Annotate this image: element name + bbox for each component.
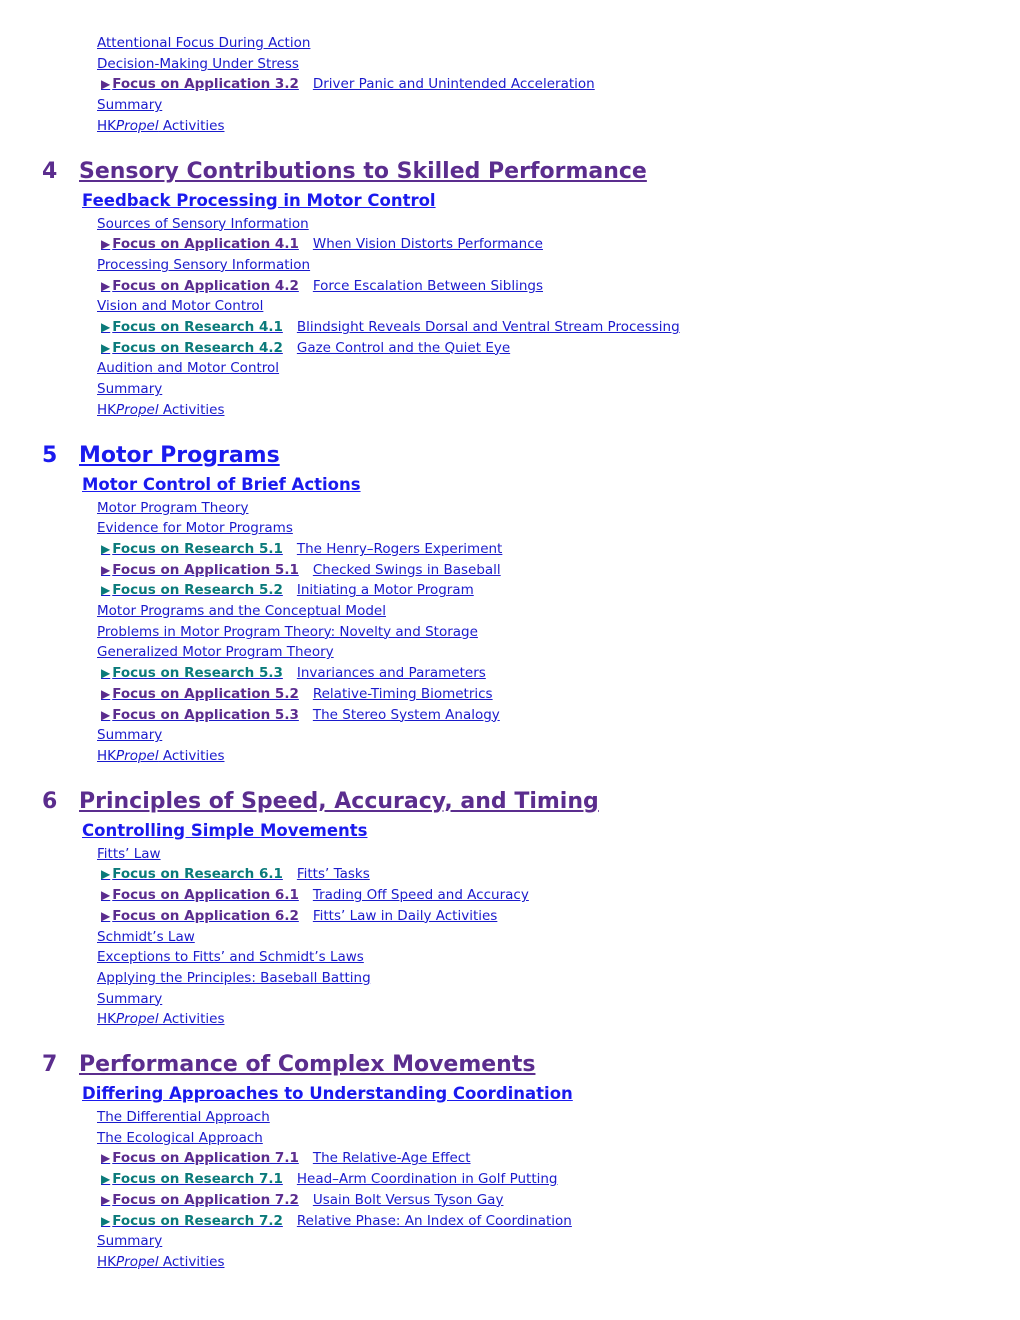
hk-italic: Propel: [116, 747, 159, 764]
focus-research-link[interactable]: [101, 663, 1020, 684]
toc-section-link[interactable]: Motor Program Theory: [97, 499, 249, 516]
toc-section-link[interactable]: Sources of Sensory Information: [97, 215, 309, 232]
focus-title: Relative-Timing Biometrics: [312, 685, 493, 702]
focus-research-link[interactable]: [101, 338, 1020, 359]
focus-label: Focus on Research 5.2: [112, 582, 283, 599]
focus-research-link[interactable]: [101, 317, 1020, 338]
focus-title: Head–Arm Coordination in Golf Putting: [296, 1171, 558, 1188]
triangle-right-icon: ▶: [101, 686, 111, 701]
focus-label: Focus on Application 3.2: [112, 76, 299, 93]
hk-suffix: Activities: [158, 747, 225, 764]
focus-label: Focus on Research 4.2: [112, 339, 283, 356]
focus-title: Driver Panic and Unintended Acceleration: [312, 76, 595, 93]
focus-title: Fitts’ Tasks: [296, 866, 370, 883]
focus-research-link[interactable]: [101, 1169, 1020, 1190]
toc-section-link[interactable]: Processing Sensory Information: [97, 256, 311, 273]
chapter-number: 4: [42, 158, 58, 184]
focus-label: Focus on Research 4.1: [112, 319, 283, 336]
focus-application-link[interactable]: [101, 705, 1020, 726]
focus-label: Focus on Research 7.2: [112, 1212, 283, 1229]
focus-research-link[interactable]: [101, 864, 1020, 885]
focus-label: Focus on Application 7.1: [112, 1150, 299, 1167]
toc-section-link[interactable]: Decision-Making Under Stress: [97, 55, 299, 72]
focus-title: Invariances and Parameters: [296, 665, 486, 682]
focus-label: Focus on Research 6.1: [112, 866, 283, 883]
focus-title: When Vision Distorts Performance: [312, 236, 543, 253]
toc-section-link[interactable]: Vision and Motor Control: [97, 298, 264, 315]
triangle-right-icon: ▶: [101, 1192, 111, 1207]
toc-section-link[interactable]: Generalized Motor Program Theory: [97, 644, 334, 661]
toc-hkpropel-link[interactable]: [97, 746, 1020, 767]
focus-application-link[interactable]: [101, 1190, 1020, 1211]
part-heading: [82, 1080, 1020, 1107]
focus-application-link[interactable]: [101, 885, 1020, 906]
toc-section-link[interactable]: Fitts’ Law: [97, 845, 161, 862]
focus-research-link[interactable]: [101, 539, 1020, 560]
hk-suffix: Activities: [158, 1011, 225, 1028]
focus-label: Focus on Application 4.2: [112, 277, 299, 294]
triangle-right-icon: ▶: [101, 666, 111, 681]
hk-prefix: HK: [97, 1253, 117, 1270]
chapter-number: 6: [42, 788, 58, 814]
toc-section-link[interactable]: Schmidt’s Law: [97, 928, 195, 945]
triangle-right-icon: ▶: [101, 278, 111, 293]
focus-label: Focus on Application 5.2: [112, 685, 299, 702]
focus-application-link[interactable]: [101, 276, 1020, 297]
focus-application-link[interactable]: [101, 560, 1020, 581]
chapter-title: Sensory Contributions to Skilled Performance: [79, 158, 647, 184]
hk-suffix: Activities: [158, 1253, 225, 1270]
hk-prefix: HK: [97, 401, 117, 418]
triangle-right-icon: ▶: [101, 237, 111, 252]
hk-italic: Propel: [116, 1011, 159, 1028]
triangle-right-icon: ▶: [101, 77, 111, 92]
part-link[interactable]: Controlling Simple Movements: [82, 820, 368, 840]
toc-section-link[interactable]: Problems in Motor Program Theory: Novelty and Storage: [97, 623, 478, 640]
focus-application-link[interactable]: [101, 234, 1020, 255]
toc-section-link[interactable]: Summary: [97, 381, 163, 398]
toc-section-link[interactable]: Motor Programs and the Conceptual Model: [97, 603, 386, 620]
triangle-right-icon: ▶: [101, 1213, 111, 1228]
focus-application-link[interactable]: [101, 906, 1020, 927]
focus-label: Focus on Application 5.3: [112, 706, 299, 723]
chapter-heading: [42, 787, 1020, 817]
triangle-right-icon: ▶: [101, 707, 111, 722]
triangle-right-icon: ▶: [101, 908, 111, 923]
chapter-heading: [42, 157, 1020, 187]
toc-section-link[interactable]: The Differential Approach: [97, 1109, 270, 1126]
focus-title: The Stereo System Analogy: [312, 706, 500, 723]
chapter-number: 5: [42, 442, 58, 468]
chapter-number: 7: [42, 1052, 58, 1078]
focus-title: Gaze Control and the Quiet Eye: [296, 339, 511, 356]
chapter-heading: [42, 1050, 1020, 1080]
hk-prefix: HK: [97, 117, 117, 134]
toc-section-link[interactable]: The Ecological Approach: [97, 1129, 263, 1146]
hk-prefix: HK: [97, 747, 117, 764]
triangle-right-icon: ▶: [101, 583, 111, 598]
toc-section-link[interactable]: Attentional Focus During Action: [97, 35, 311, 51]
toc-section-link[interactable]: Applying the Principles: Baseball Batting: [97, 969, 371, 986]
triangle-right-icon: ▶: [101, 320, 111, 335]
part-heading: [82, 817, 1020, 844]
toc-section-link[interactable]: Audition and Motor Control: [97, 360, 280, 377]
focus-label: Focus on Application 6.1: [112, 887, 299, 904]
toc-section-link[interactable]: Summary: [97, 727, 163, 744]
chapter-link[interactable]: [42, 443, 280, 468]
triangle-right-icon: ▶: [101, 340, 111, 355]
focus-title: Initiating a Motor Program: [296, 582, 474, 599]
focus-label: Focus on Application 7.2: [112, 1191, 299, 1208]
focus-research-link[interactable]: [101, 580, 1020, 601]
chapter-title: Motor Programs: [79, 442, 280, 468]
focus-label: Focus on Research 7.1: [112, 1171, 283, 1188]
chapter-link[interactable]: [42, 789, 599, 814]
focus-application-link[interactable]: [101, 74, 1020, 95]
toc-section-link[interactable]: Summary: [97, 97, 163, 114]
focus-application-link[interactable]: [101, 1148, 1020, 1169]
focus-title: Relative Phase: An Index of Coordination: [296, 1212, 572, 1229]
focus-title: The Henry–Rogers Experiment: [296, 540, 503, 557]
toc-section-link[interactable]: Evidence for Motor Programs: [97, 520, 293, 537]
hk-suffix: Activities: [158, 117, 225, 134]
triangle-right-icon: ▶: [101, 562, 111, 577]
toc-section-link[interactable]: Exceptions to Fitts’ and Schmidt’s Laws: [97, 949, 364, 966]
hk-italic: Propel: [116, 401, 159, 418]
focus-research-link[interactable]: [101, 1211, 1020, 1232]
chapter-title: Principles of Speed, Accuracy, and Timing: [79, 788, 599, 814]
toc-hkpropel-link[interactable]: [97, 1252, 1020, 1273]
chapter-link[interactable]: [42, 1052, 535, 1077]
toc-hkpropel-link[interactable]: [97, 116, 1020, 137]
focus-label: Focus on Research 5.1: [112, 540, 283, 557]
focus-application-link[interactable]: [101, 684, 1020, 705]
chapter-link[interactable]: [42, 159, 647, 184]
toc-hkpropel-link[interactable]: [97, 400, 1020, 421]
chapter-heading: [42, 441, 1020, 471]
hk-prefix: HK: [97, 1011, 117, 1028]
focus-title: Blindsight Reveals Dorsal and Ventral Stream Processing: [296, 319, 680, 336]
triangle-right-icon: ▶: [101, 867, 111, 882]
focus-label: Focus on Application 5.1: [112, 561, 299, 578]
hk-italic: Propel: [116, 117, 159, 134]
hk-italic: Propel: [116, 1253, 159, 1270]
focus-label: Focus on Research 5.3: [112, 665, 283, 682]
hk-suffix: Activities: [158, 401, 225, 418]
triangle-right-icon: ▶: [101, 541, 111, 556]
triangle-right-icon: ▶: [101, 1151, 111, 1166]
toc-hkpropel-link[interactable]: [97, 1009, 1020, 1030]
part-heading: [82, 471, 1020, 498]
part-link[interactable]: Feedback Processing in Motor Control: [82, 190, 436, 210]
chapter-title: Performance of Complex Movements: [79, 1052, 536, 1078]
part-heading: [82, 187, 1020, 214]
focus-title: The Relative-Age Effect: [312, 1150, 471, 1167]
focus-label: Focus on Application 4.1: [112, 236, 299, 253]
toc-section-link[interactable]: Summary: [97, 990, 163, 1007]
focus-label: Focus on Application 6.2: [112, 907, 299, 924]
focus-title: Usain Bolt Versus Tyson Gay: [312, 1191, 504, 1208]
focus-title: Trading Off Speed and Accuracy: [312, 887, 529, 904]
part-link[interactable]: Motor Control of Brief Actions: [82, 474, 361, 494]
focus-title: Fitts’ Law in Daily Activities: [312, 907, 498, 924]
part-link[interactable]: Differing Approaches to Understanding Coordination: [82, 1084, 573, 1104]
focus-title: Checked Swings in Baseball: [312, 561, 501, 578]
toc-section-link[interactable]: Summary: [97, 1233, 163, 1250]
triangle-right-icon: ▶: [101, 888, 111, 903]
triangle-right-icon: ▶: [101, 1172, 111, 1187]
focus-title: Force Escalation Between Siblings: [312, 277, 544, 294]
